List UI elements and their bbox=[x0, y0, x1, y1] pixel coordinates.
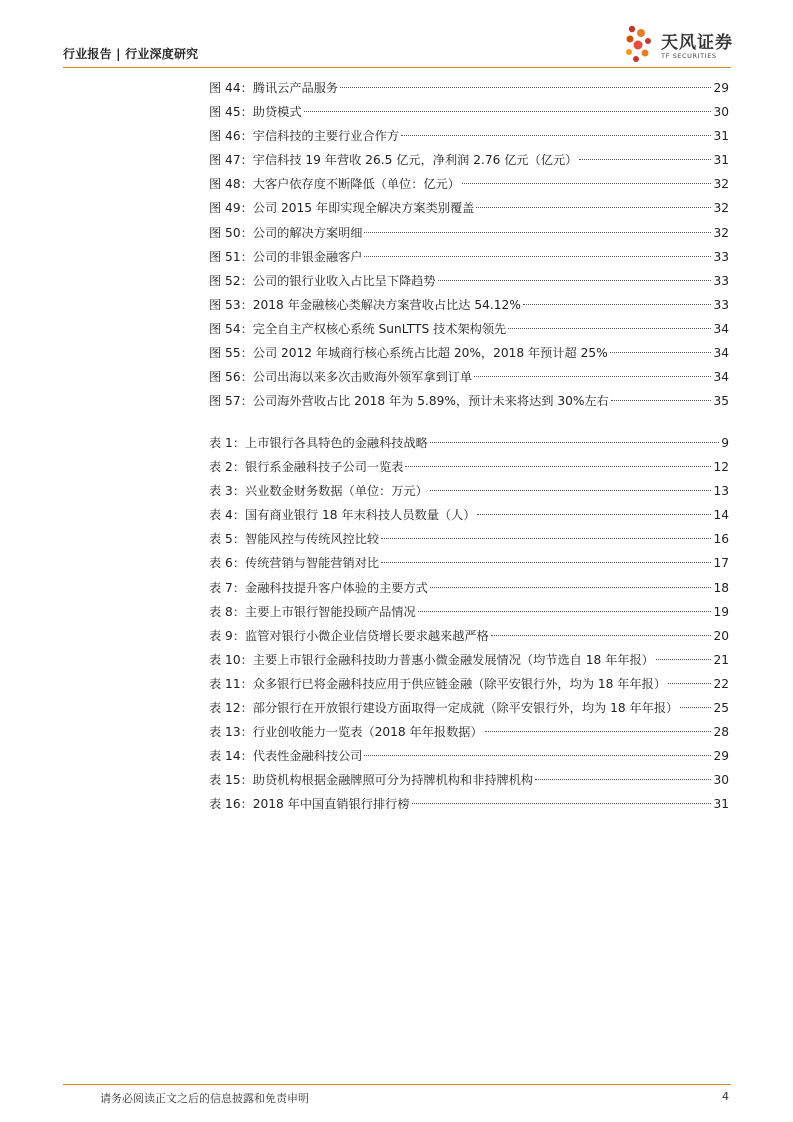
toc-entry-page: 34 bbox=[713, 346, 729, 361]
toc-entry-label: 图 53：2018 年金融核心类解决方案营收占比达 54.12% bbox=[209, 297, 521, 312]
dot-leader bbox=[476, 207, 711, 208]
dot-leader bbox=[412, 803, 712, 804]
toc-entry[interactable] bbox=[209, 744, 729, 768]
toc-entry-page: 31 bbox=[713, 129, 729, 144]
toc-entry[interactable] bbox=[209, 479, 729, 503]
toc-entry[interactable] bbox=[209, 389, 729, 413]
dot-leader bbox=[680, 707, 711, 708]
toc-entry-label: 图 55：公司 2012 年城商行核心系统占比超 20%，2018 年预计超 25% bbox=[209, 346, 608, 361]
toc-entry-page: 16 bbox=[713, 532, 729, 547]
toc-entry-label: 图 44：腾讯云产品服务 bbox=[209, 81, 339, 95]
toc-entry-page: 22 bbox=[713, 676, 729, 691]
toc-entry-page: 34 bbox=[713, 321, 729, 336]
figure-list bbox=[209, 76, 729, 413]
toc-entry-page: 12 bbox=[713, 460, 729, 475]
toc-entry-label: 表 13：行业创收能力一览表（2018 年年报数据） bbox=[209, 725, 483, 740]
toc-entry[interactable] bbox=[209, 551, 729, 575]
dot-leader bbox=[430, 490, 712, 491]
toc-entry-page: 32 bbox=[713, 225, 729, 240]
toc-entry-page: 31 bbox=[713, 797, 729, 812]
toc-entry-label: 图 49：公司 2015 年即实现全解决方案类别覆盖 bbox=[209, 201, 475, 216]
toc-entry-label: 图 48：大客户依存度不断降低（单位：亿元） bbox=[209, 177, 460, 192]
toc-entry-label: 表 15：助贷机构根据金融牌照可分为持牌机构和非持牌机构 bbox=[209, 773, 534, 788]
toc-entry-page: 14 bbox=[713, 508, 729, 523]
toc-entry-label: 表 12：部分银行在开放银行建设方面取得一定成就（除平安银行外，均为 18 年年报） bbox=[209, 701, 679, 716]
toc-entry-page: 32 bbox=[713, 177, 729, 192]
toc-entry-label: 图 47：宇信科技 19 年营收 26.5 亿元，净利润 2.76 亿元（亿元） bbox=[209, 153, 578, 168]
toc-entry[interactable] bbox=[209, 172, 729, 196]
toc-entry-label: 表 3：兴业数金财务数据（单位：万元） bbox=[209, 484, 428, 499]
toc-entry[interactable] bbox=[209, 76, 729, 100]
toc-entry-page: 34 bbox=[713, 370, 729, 385]
toc-entry-page: 17 bbox=[713, 556, 729, 571]
toc-entry[interactable] bbox=[209, 672, 729, 696]
toc-entry[interactable] bbox=[209, 100, 729, 124]
dot-leader bbox=[610, 352, 712, 353]
dot-leader bbox=[401, 135, 711, 136]
footer-divider bbox=[63, 1084, 731, 1085]
toc-entry[interactable] bbox=[209, 269, 729, 293]
toc-entry-label: 图 46：宇信科技的主要行业合作方 bbox=[209, 129, 400, 144]
dot-leader bbox=[364, 232, 711, 233]
footer-disclaimer: 请务必阅读正文之后的信息披露和免责申明 bbox=[100, 1092, 309, 1105]
toc-entry[interactable] bbox=[209, 455, 729, 479]
dot-leader bbox=[535, 779, 711, 780]
toc-entry-page: 28 bbox=[713, 725, 729, 740]
toc-entry-page: 29 bbox=[713, 81, 729, 95]
toc-entry-page: 9 bbox=[721, 436, 729, 450]
toc-entry[interactable] bbox=[209, 221, 729, 245]
toc-entry[interactable] bbox=[209, 527, 729, 551]
dot-leader bbox=[364, 256, 711, 257]
toc-entry[interactable] bbox=[209, 696, 729, 720]
dot-leader bbox=[485, 731, 712, 732]
toc-entry[interactable] bbox=[209, 124, 729, 148]
toc-entry-page: 13 bbox=[713, 484, 729, 499]
toc-entry-label: 图 51：公司的非银金融客户 bbox=[209, 249, 363, 264]
toc-entry-label: 表 5：智能风控与传统风控比较 bbox=[209, 532, 380, 547]
toc-entry[interactable] bbox=[209, 148, 729, 172]
logo-text: 天风证券 bbox=[661, 33, 733, 53]
toc-entry[interactable] bbox=[209, 600, 729, 624]
toc-entry[interactable] bbox=[209, 768, 729, 792]
toc-entry[interactable] bbox=[209, 365, 729, 389]
dot-leader bbox=[523, 304, 712, 305]
dot-leader bbox=[611, 400, 712, 401]
dot-leader bbox=[508, 328, 711, 329]
toc-entry[interactable] bbox=[209, 341, 729, 365]
page-number: 4 bbox=[722, 1090, 729, 1103]
toc-entry[interactable] bbox=[209, 720, 729, 744]
toc-entry-page: 21 bbox=[713, 652, 729, 667]
dot-leader bbox=[656, 659, 712, 660]
toc-entry-label: 图 52：公司的银行业收入占比呈下降趋势 bbox=[209, 273, 436, 288]
toc-entry[interactable] bbox=[209, 648, 729, 672]
toc-entry[interactable] bbox=[209, 293, 729, 317]
dot-leader bbox=[418, 611, 712, 612]
toc-entry[interactable] bbox=[209, 196, 729, 220]
dot-leader bbox=[381, 562, 711, 563]
toc-entry-page: 20 bbox=[713, 628, 729, 643]
company-logo bbox=[623, 24, 735, 68]
toc-entry-page: 33 bbox=[713, 249, 729, 264]
toc-entry-label: 图 50：公司的解决方案明细 bbox=[209, 225, 363, 240]
toc-entry-page: 33 bbox=[713, 297, 729, 312]
dot-leader bbox=[491, 635, 712, 636]
report-type-header: 行业报告 | 行业深度研究 bbox=[63, 47, 199, 61]
toc-entry[interactable] bbox=[209, 792, 729, 816]
toc-entry-label: 图 45：助贷模式 bbox=[209, 105, 302, 120]
toc-entry-label: 表 6：传统营销与智能营销对比 bbox=[209, 556, 380, 571]
dot-leader bbox=[340, 87, 711, 88]
toc-entry-label: 表 14：代表性金融科技公司 bbox=[209, 749, 363, 764]
toc-entry-page: 33 bbox=[713, 273, 729, 288]
dot-leader bbox=[381, 538, 711, 539]
dot-leader bbox=[405, 466, 711, 467]
dot-leader bbox=[579, 159, 711, 160]
header-divider bbox=[63, 67, 731, 68]
toc-entry-page: 18 bbox=[713, 580, 729, 595]
dot-leader bbox=[474, 376, 711, 377]
toc-entry-label: 表 11：众多银行已将金融科技应用于供应链金融（除平安银行外，均为 18 年年报） bbox=[209, 676, 667, 691]
toc-entry-page: 35 bbox=[713, 394, 729, 409]
toc-entry-page: 25 bbox=[713, 701, 729, 716]
toc-entry-label: 表 4：国有商业银行 18 年末科技人员数量（人） bbox=[209, 508, 476, 523]
flower-logo-icon bbox=[623, 24, 657, 64]
toc-entry-label: 表 2：银行系金融科技子公司一览表 bbox=[209, 460, 404, 475]
toc-entry-page: 30 bbox=[713, 773, 729, 788]
toc-entry-page: 31 bbox=[713, 153, 729, 168]
toc-entry-page: 30 bbox=[713, 105, 729, 120]
toc-entry[interactable] bbox=[209, 317, 729, 341]
dot-leader bbox=[438, 280, 712, 281]
dot-leader bbox=[364, 755, 711, 756]
toc-entry-page: 32 bbox=[713, 201, 729, 216]
toc-entry[interactable] bbox=[209, 624, 729, 648]
toc-entry[interactable] bbox=[209, 503, 729, 527]
dot-leader bbox=[430, 442, 719, 443]
toc-entry-page: 19 bbox=[713, 604, 729, 619]
toc-entry-label: 表 8：主要上市银行智能投顾产品情况 bbox=[209, 604, 416, 619]
toc-entry-label: 表 1：上市银行各具特色的金融科技战略 bbox=[209, 436, 428, 450]
toc-entry-label: 表 7：金融科技提升客户体验的主要方式 bbox=[209, 580, 428, 595]
dot-leader bbox=[304, 111, 712, 112]
dot-leader bbox=[462, 183, 712, 184]
toc-entry[interactable] bbox=[209, 245, 729, 269]
dot-leader bbox=[477, 514, 711, 515]
toc-entry[interactable] bbox=[209, 576, 729, 600]
toc-entry-page: 29 bbox=[713, 749, 729, 764]
toc-entry-label: 图 56：公司出海以来多次击败海外领军拿到订单 bbox=[209, 370, 473, 385]
table-list bbox=[209, 431, 729, 817]
toc-entry-label: 表 10：主要上市银行金融科技助力普惠小微金融发展情况（均节选自 18 年年报） bbox=[209, 652, 654, 667]
dot-leader bbox=[668, 683, 711, 684]
toc-entry-label: 表 16：2018 年中国直销银行排行榜 bbox=[209, 797, 410, 812]
toc-entry[interactable] bbox=[209, 431, 729, 455]
toc-entry-label: 图 57：公司海外营收占比 2018 年为 5.89%，预计未来将达到 30%左右 bbox=[209, 394, 609, 409]
toc-entry-label: 表 9：监管对银行小微企业信贷增长要求越来越严格 bbox=[209, 628, 489, 643]
dot-leader bbox=[430, 587, 712, 588]
logo-subtext: TF SECURITIES bbox=[661, 52, 717, 60]
toc-entry-label: 图 54：完全自主产权核心系统 SunLTTS 技术架构领先 bbox=[209, 321, 507, 336]
